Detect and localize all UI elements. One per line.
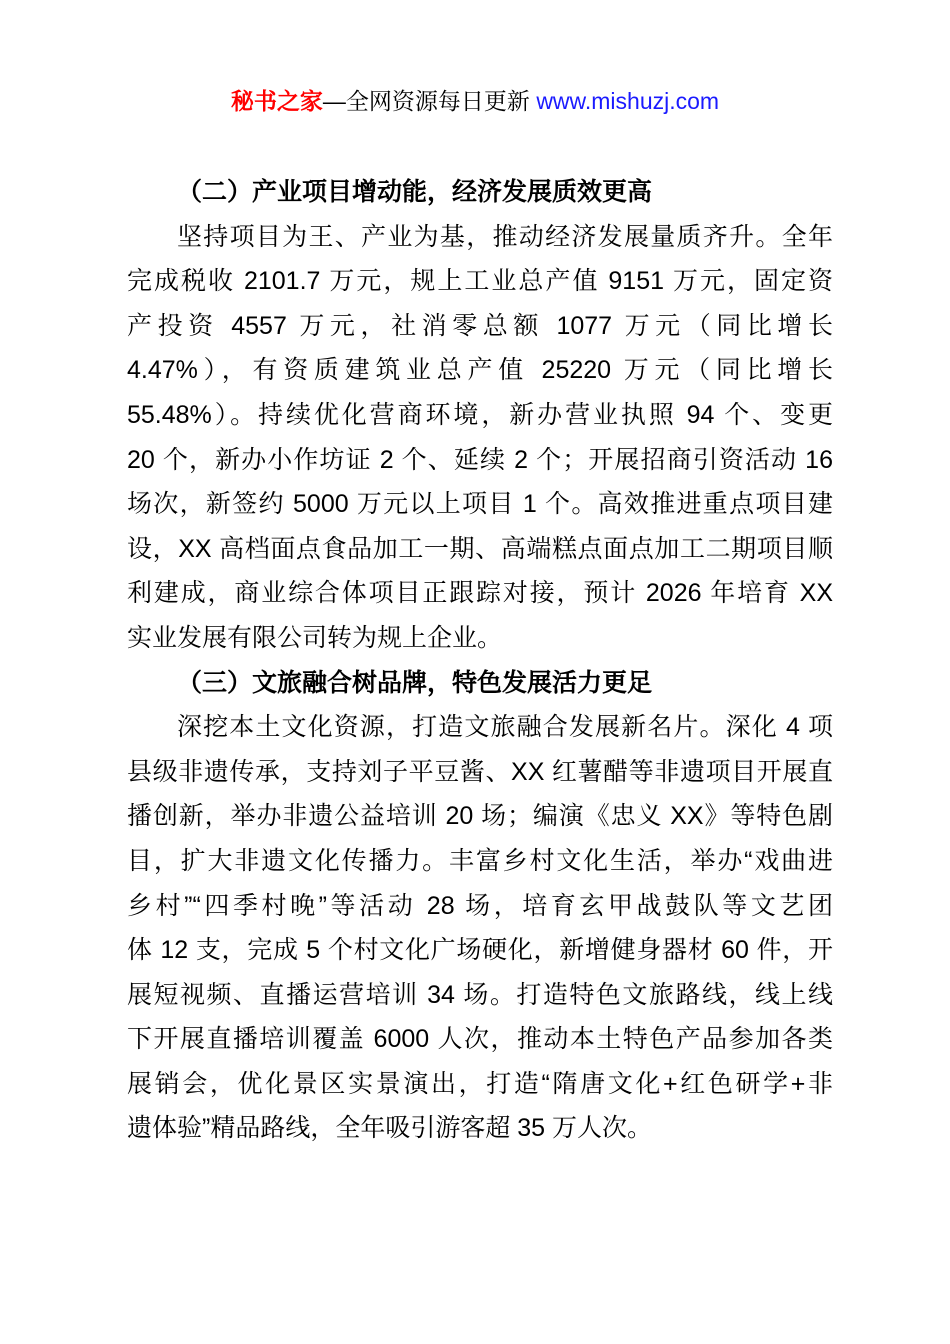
text-line: 20 个，新办小作坊证 2 个、延续 2 个；开展招商引资活动 16: [127, 445, 833, 474]
text-line: 坚持项目为王、产业为基，推动经济发展量质齐升。全年: [177, 222, 833, 251]
text-line: 4.47%），有资质建筑业总产值 25220 万元（同比增长: [127, 356, 833, 385]
text-line: 体 12 支，完成 5 个村文化广场硬化，新增健身器材 60 件，开: [127, 936, 833, 965]
text-line: 下开展直播培训覆盖 6000 人次，推动本土特色产品参加各类: [127, 1025, 833, 1054]
text-line: 县级非遗传承，支持刘子平豆酱、XX 红薯醋等非遗项目开展直: [127, 757, 833, 786]
text-line: 利建成，商业综合体项目正跟踪对接，预计 2026 年培育 XX: [127, 579, 833, 608]
section-heading: （三）文旅融合树品牌，特色发展活力更足: [177, 668, 653, 697]
section-heading: （二）产业项目增动能，经济发展质效更高: [177, 178, 653, 206]
text-line: 遗体验”精品路线，全年吸引游客超 35 万人次。: [127, 1114, 653, 1143]
site-name: 秘书之家: [230, 88, 323, 114]
text-line: 完成税收 2101.7 万元，规上工业总产值 9151 万元，固定资: [127, 267, 833, 296]
site-url-link[interactable]: www.mishuzj.com: [536, 88, 720, 114]
text-line: 产投资 4557 万元，社消零总额 1077 万元（同比增长: [127, 311, 833, 340]
text-line: 展短视频、直播运营培训 34 场。打造特色文旅路线，线上线: [127, 980, 833, 1009]
text-line: 实业发展有限公司转为规上企业。: [127, 623, 503, 652]
text-line: 目，扩大非遗文化传播力。丰富乡村文化生活，举办“戏曲进: [127, 846, 833, 875]
text-line: 播创新，举办非遗公益培训 20 场；编演《忠义 XX》等特色剧: [127, 802, 833, 831]
text-line: 55.48%）。持续优化营商环境，新办营业执照 94 个、变更: [127, 400, 833, 429]
text-line: 深挖本土文化资源，打造文旅融合发展新名片。深化 4 项: [177, 713, 833, 742]
site-tagline: —全网资源每日更新: [322, 88, 537, 114]
document-body: [127, 170, 833, 1151]
text-line: 乡村”“四季村晚”等活动 28 场，培育玄甲战鼓队等文艺团: [127, 891, 833, 920]
text-line: 展销会，优化景区实景演出，打造“隋唐文化+红色研学+非: [127, 1069, 833, 1098]
site-header: [0, 86, 950, 117]
text-line: 场次，新签约 5000 万元以上项目 1 个。高效推进重点项目建: [127, 490, 833, 519]
text-line: 设，XX 高档面点食品加工一期、高端糕点面点加工二期项目顺: [127, 534, 833, 563]
